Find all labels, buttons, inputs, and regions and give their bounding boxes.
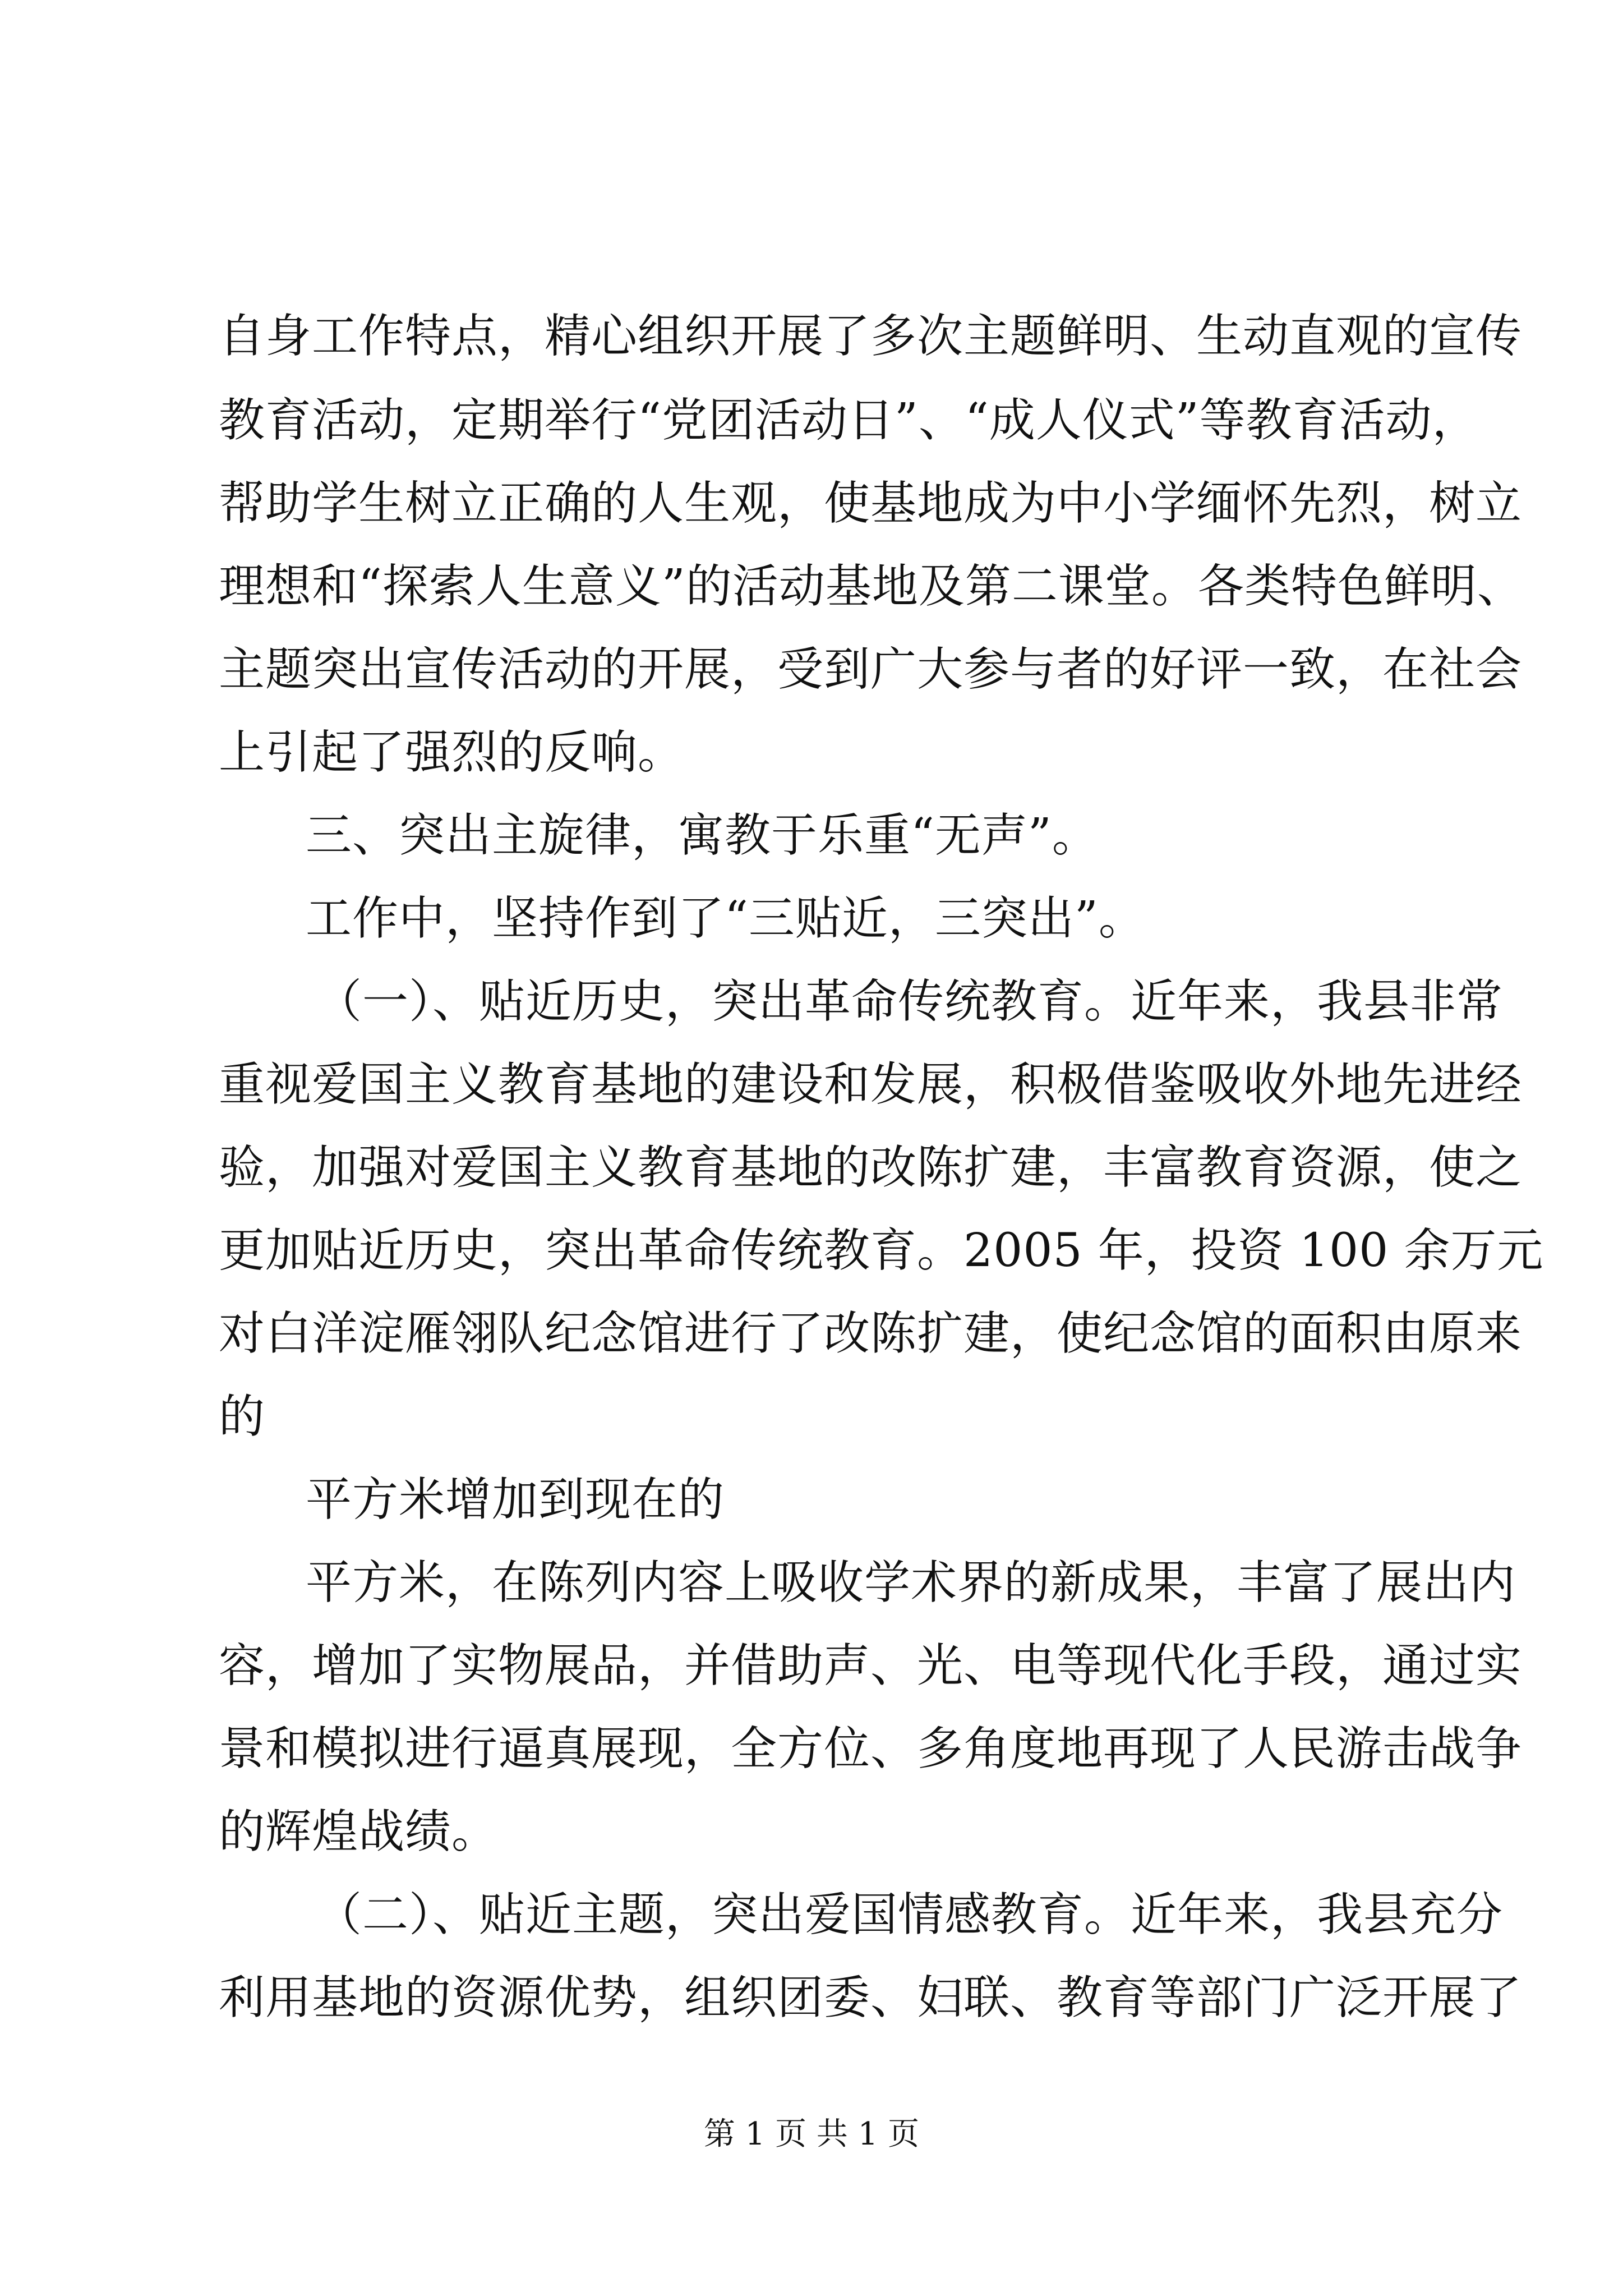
text-line: 自身工作特点，精心组织开展了多次主题鲜明、生动直观的宣传 bbox=[219, 310, 1523, 363]
text-line: 平方米，在陈列内容上吸收学术界的新成果，丰富了展出内 bbox=[306, 1556, 1516, 1609]
text-line: 工作中，坚持作到了“三贴近，三突出”。 bbox=[306, 892, 1145, 945]
text-line: 主题突出宣传活动的开展，受到广大参与者的好评一致，在社会 bbox=[219, 643, 1523, 696]
text-line: 帮助学生树立正确的人生观，使基地成为中小学缅怀先烈，树立 bbox=[219, 477, 1523, 530]
text-line: 更加贴近历史，突出革命传统教育。2005 年，投资 100 余万元 bbox=[219, 1224, 1544, 1277]
text-line: 上引起了强烈的反响。 bbox=[219, 726, 685, 779]
text-line: 容，增加了实物展品，并借助声、光、电等现代化手段，通过实 bbox=[219, 1639, 1523, 1692]
text-line: 平方米增加到现在的 bbox=[306, 1473, 725, 1526]
subsection-heading: （二）、贴近主题，突出爱国情感教育。近年来，我县充分 bbox=[316, 1888, 1504, 1941]
text-line: 重视爱国主义教育基地的建设和发展，积极借鉴吸收外地先进经 bbox=[219, 1058, 1523, 1111]
text-line: 景和模拟进行逼真展现，全方位、多角度地再现了人民游击战争 bbox=[219, 1722, 1523, 1775]
text-line: 理想和“探索人生意义”的活动基地及第二课堂。各类特色鲜明、 bbox=[219, 560, 1524, 613]
text-line: 的 bbox=[219, 1390, 266, 1443]
section-heading: 三、突出主旋律，寓教于乐重“无声”。 bbox=[306, 809, 1099, 862]
text-line: 的辉煌战绩。 bbox=[219, 1805, 499, 1858]
text-line: 验，加强对爱国主义教育基地的改陈扩建，丰富教育资源，使之 bbox=[219, 1141, 1523, 1194]
text-line: 对白洋淀雁翎队纪念馆进行了改陈扩建，使纪念馆的面积由原来 bbox=[219, 1307, 1523, 1360]
page-number-footer: 第 1 页 共 1 页 bbox=[703, 2116, 920, 2152]
subsection-heading: （一）、贴近历史，突出革命传统教育。近年来，我县非常 bbox=[316, 975, 1504, 1028]
text-line: 教育活动，定期举行“党团活动日”、“成人仪式”等教育活动， bbox=[219, 394, 1479, 447]
text-line: 利用基地的资源优势，组织团委、妇联、教育等部门广泛开展了 bbox=[219, 1971, 1523, 2024]
